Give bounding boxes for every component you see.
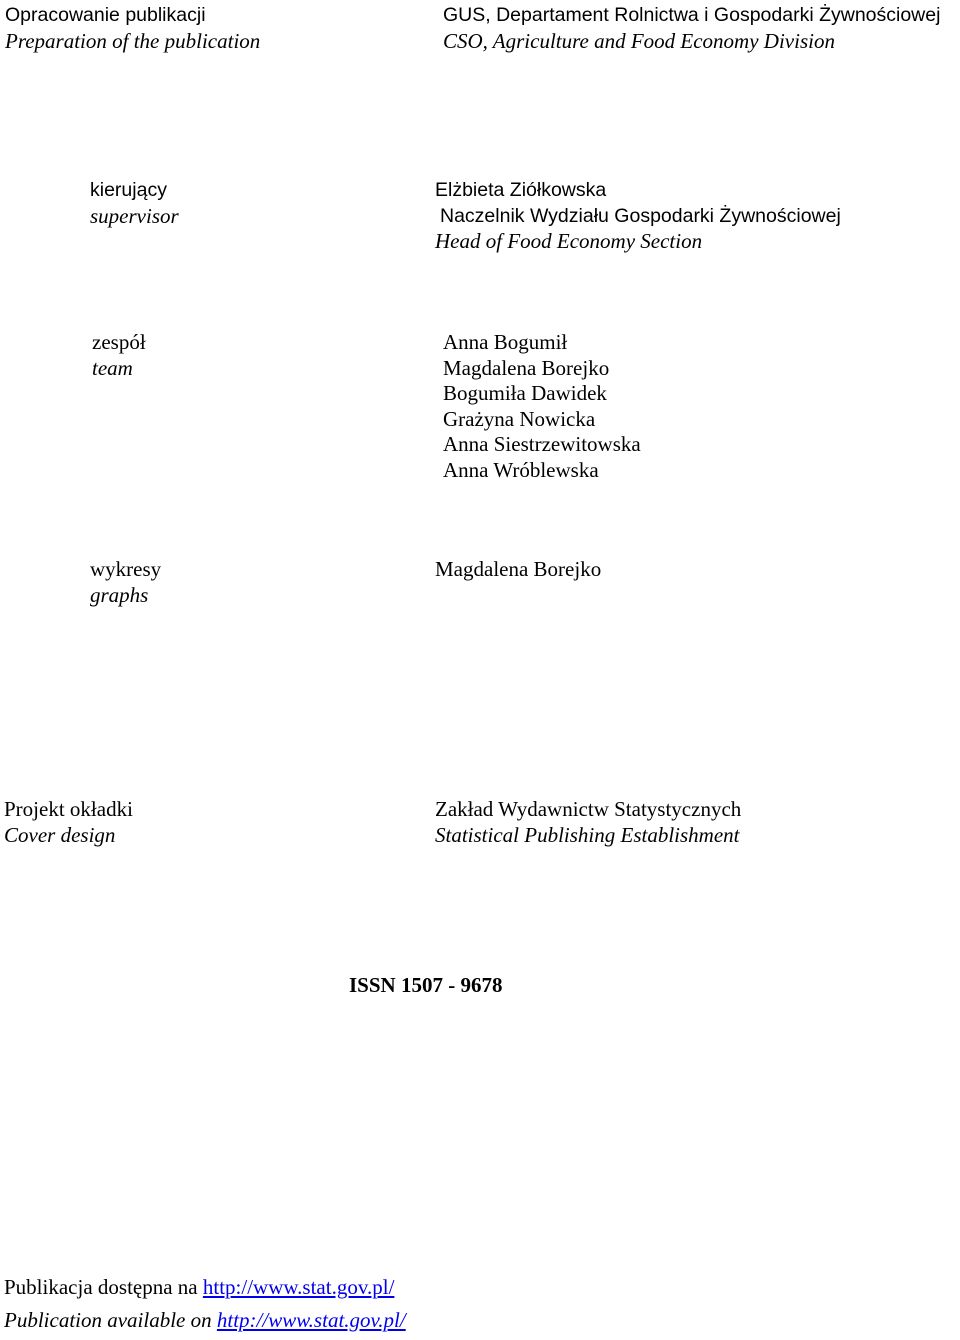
footer-available-en bbox=[4, 1308, 406, 1334]
footer-available-pl bbox=[4, 1275, 394, 1301]
graphs-label-pl: wykresy bbox=[90, 557, 162, 581]
stat-gov-link-en[interactable]: http://www.stat.gov.pl/ bbox=[216, 1308, 406, 1332]
cover-value-pl: Zakład Wydawnictw Statystycznych bbox=[435, 797, 742, 821]
graphs-name: Magdalena Borejko bbox=[435, 557, 602, 581]
supervisor-name: Elżbieta Ziółkowska bbox=[435, 179, 607, 201]
team-member: Anna Bogumił bbox=[443, 330, 568, 354]
supervisor-title-pl: Naczelnik Wydziału Gospodarki Żywnościowej bbox=[440, 204, 841, 227]
team-label bbox=[92, 330, 146, 381]
cover-value bbox=[435, 797, 741, 848]
stat-gov-link[interactable]: http://www.stat.gov.pl/ bbox=[202, 1275, 395, 1299]
footer-available-pl-text: Publikacja dostępna na bbox=[4, 1275, 198, 1299]
cover-label-en: Cover design bbox=[4, 822, 116, 847]
footer-available-en-text: Publication available on bbox=[4, 1308, 212, 1332]
cover-label bbox=[4, 797, 133, 848]
team-member: Magdalena Borejko bbox=[443, 355, 610, 380]
supervisor-value bbox=[435, 178, 841, 255]
team-members bbox=[443, 330, 641, 483]
team-member: Anna Siestrzewitowska bbox=[443, 432, 641, 456]
cover-value-en: Statistical Publishing Establishment bbox=[435, 822, 740, 847]
graphs-label bbox=[90, 557, 161, 608]
header-label bbox=[5, 3, 260, 54]
cover-label-pl: Projekt okładki bbox=[4, 797, 133, 821]
issn: ISSN 1507 - 9678 bbox=[349, 973, 503, 997]
graphs-value bbox=[435, 557, 601, 583]
header-label-en: Preparation of the publication bbox=[5, 28, 261, 53]
supervisor-label-en: supervisor bbox=[90, 203, 179, 228]
supervisor-label bbox=[90, 178, 179, 229]
header-value bbox=[443, 3, 940, 54]
supervisor-label-pl: kierujący bbox=[90, 179, 167, 201]
team-member: Bogumiła Dawidek bbox=[443, 381, 607, 405]
header-label-pl: Opracowanie publikacji bbox=[5, 4, 206, 26]
team-label-pl: zespół bbox=[92, 330, 146, 354]
team-member: Anna Wróblewska bbox=[443, 457, 599, 482]
team-member: Grażyna Nowicka bbox=[443, 406, 596, 431]
header-value-en: CSO, Agriculture and Food Economy Division bbox=[443, 28, 835, 53]
team-label-en: team bbox=[92, 355, 133, 380]
supervisor-title-en: Head of Food Economy Section bbox=[435, 229, 703, 253]
graphs-label-en: graphs bbox=[90, 582, 149, 607]
header-value-pl: GUS, Departament Rolnictwa i Gospodarki Żywnościowej bbox=[443, 4, 941, 26]
